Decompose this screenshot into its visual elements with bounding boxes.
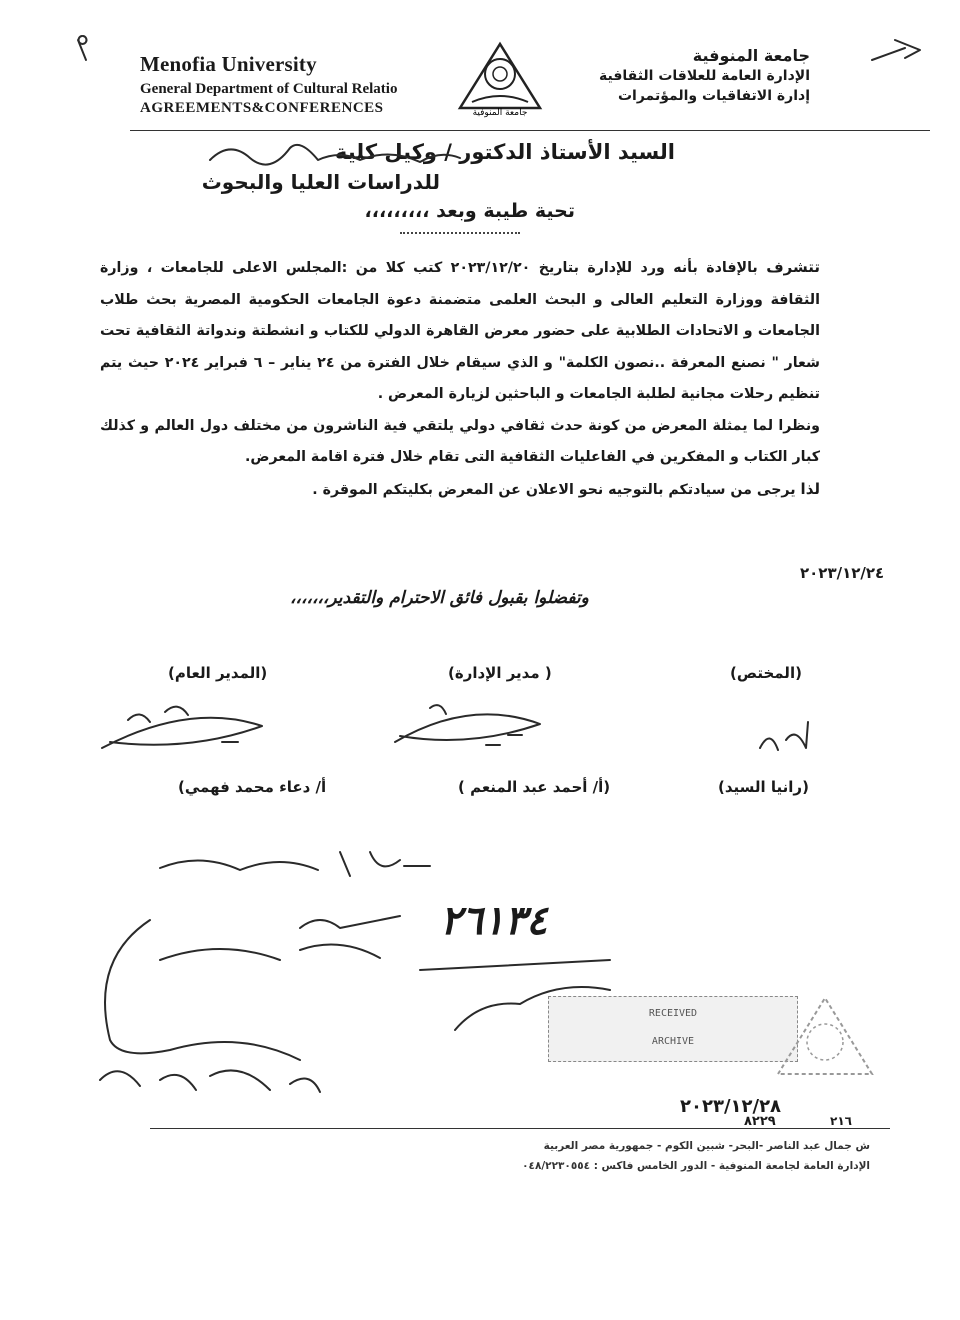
handwritten-faculty-name (210, 145, 460, 165)
closing-line: وتفضلوا بقبول فائق الاحترام والتقدير،،،،،،، (290, 588, 589, 608)
paragraph-1-text: بالإفادة بأنه ورد للإدارة بتاريخ ٢٠٢٣/١٢/٢٠ كتب كلا من :المجلس الاعلى للجامعات ، وزارة الثقافة ووزارة التعليم العالى و البحث العلمى متضمنة دعوة الجامعات الحكومية المصرية بحث طلاب الجامعات و الاتحادات الطلابية على حضور معرض القاهرة الدولي للكتاب و انشطتة وندواتة الثقافية تحت شعار " نصنع المعرفة ..نصون الكلمة" و الذي سيقام خلال الفترة من ٢٤ يناير – ٦ فبراير ٢٠٢٤ حيث يتم تنظيم رحلات مجانية لطلبة الجامعات و الباحثين لزيارة المعرض . (100, 260, 820, 402)
handwritten-serial: ٨٢٢٩ (744, 1114, 776, 1129)
letter-date: ٢٠٢٣/١٢/٢٤ (800, 564, 885, 582)
stamp-line-1: RECEIVED (648, 1008, 698, 1019)
paragraph-3-lead: لذا (800, 479, 820, 498)
university-name-ar: جامعة المنوفية (692, 46, 810, 65)
handwritten-initials (100, 1070, 320, 1092)
pin-mark (872, 40, 920, 60)
section-name-en: AGREEMENTS&CONFERENCES (140, 100, 384, 116)
underline-ref (420, 960, 610, 970)
footer-contact: الإدارة العامة لجامعة المنوفية - الدور الخامس فاكس : ٠٤٨/٢٢٣٠٥٥٤ (522, 1160, 870, 1172)
footer-address: ش جمال عبد الناصر -البحر- شبين الكوم - جمهورية مصر العربية (543, 1140, 870, 1152)
clip-mark (78, 36, 87, 60)
handwritten-date-note (455, 987, 610, 1030)
department-name-ar: الإدارة العامة للعلاقات الثقافية (599, 68, 810, 84)
paragraph-1-lead: تتشرف (766, 258, 820, 276)
greeting: تحية طيبة وبعد ،،،،،،،،، (364, 200, 575, 222)
department-name-en: General Department of Cultural Relatio (140, 81, 398, 97)
signature-title-manager: ( مدير الإدارة) (448, 664, 552, 682)
signature-name-manager: (أ/ أحمد عبد المنعم ) (458, 778, 611, 796)
signature-title-general-manager: (المدير العام) (168, 664, 268, 682)
logo-caption: جامعة المنوفية (472, 108, 528, 118)
signature-specialist (760, 722, 808, 750)
handwritten-note-2 (300, 916, 400, 928)
handwritten-note-3 (160, 945, 380, 960)
signature-name-general-manager: أ/ دعاء محمد فهمي) (178, 778, 327, 796)
signature-title-specialist: (المختص) (730, 664, 802, 682)
handwritten-reference-date: ٢٠٢٣/١٢/٢٨ (680, 1096, 782, 1117)
stamp-line-2: ARCHIVE (651, 1036, 695, 1047)
signature-general-manager (102, 707, 262, 748)
handwritten-note-1 (160, 852, 400, 876)
footer-number: ٢١٦ (830, 1114, 852, 1128)
paragraph-3-text: يرجى من سيادتكم بالتوجيه نحو الاعلان عن المعرض بكليتكم الموقرة . (312, 481, 796, 498)
signature-manager (395, 705, 540, 745)
addressee-line: السيد الأستاذ الدكتور / وكيل كلية (334, 140, 675, 164)
handwritten-loop (105, 920, 300, 1060)
addressee-department: للدراسات العليا والبحوث (201, 170, 440, 194)
signature-name-specialist: (رانيا السيد) (718, 778, 809, 796)
handwritten-reference-number: ٢٦١٣٤ (440, 898, 548, 944)
university-name-en: Menofia University (140, 52, 317, 76)
section-name-ar: إدارة الاتفاقيات والمؤتمرات (617, 88, 810, 104)
paragraph-2: ونظرا لما يمثلة المعرض من كونة حدث ثقافي دولي يلتقي فية الناشرون من مختلف دول العالم و كذلك كبار الكتاب و المفكرين في الفاعليات الثقافية التى تقام خلال فترة اقامة المعرض. (100, 417, 820, 465)
